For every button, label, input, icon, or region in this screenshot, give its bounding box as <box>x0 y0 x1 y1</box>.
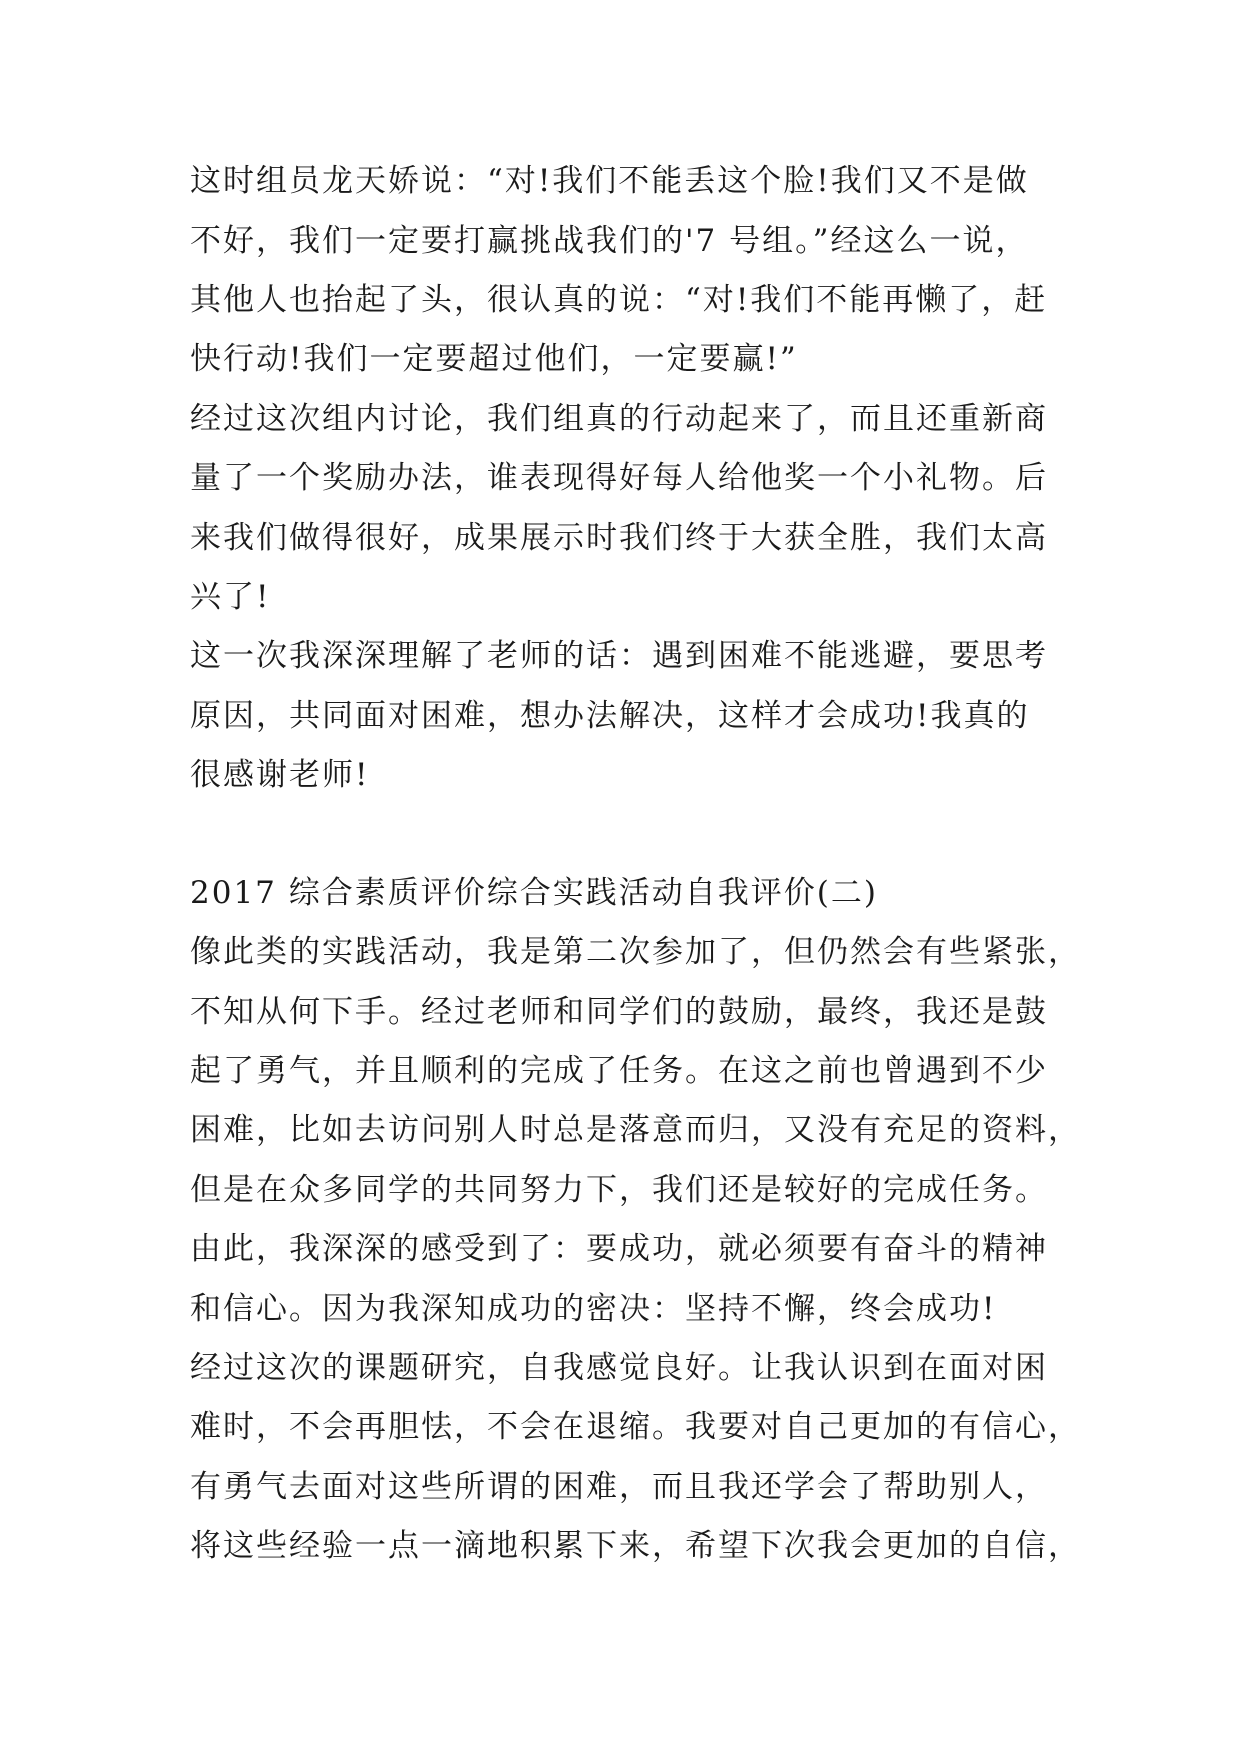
paragraph-line: 将这些经验一点一滴地积累下来，希望下次我会更加的自信， <box>190 1528 1081 1564</box>
paragraph-line: 像此类的实践活动，我是第二次参加了，但仍然会有些紧张， <box>190 934 1081 970</box>
paragraph-line: 经过这次组内讨论，我们组真的行动起来了，而且还重新商 <box>190 401 1048 437</box>
paragraph-line: 这一次我深深理解了老师的话：遇到困难不能逃避，要思考 <box>190 638 1048 674</box>
paragraph-line: 和信心。因为我深知成功的密决：坚持不懈，终会成功! <box>190 1291 997 1327</box>
paragraph-line: 很感谢老师! <box>190 757 370 793</box>
paragraph-line: 不知从何下手。经过老师和同学们的鼓励，最终，我还是鼓 <box>190 994 1048 1030</box>
paragraph-line: 量了一个奖励办法，谁表现得好每人给他奖一个小礼物。后 <box>190 460 1048 496</box>
paragraph-line: 其他人也抬起了头，很认真的说：“对!我们不能再懒了，赶 <box>190 282 1048 318</box>
paragraph-line: 有勇气去面对这些所谓的困难，而且我还学会了帮助别人， <box>190 1469 1048 1505</box>
paragraph-line: 快行动!我们一定要超过他们，一定要赢!” <box>190 341 798 377</box>
paragraph-line: 来我们做得很好，成果展示时我们终于大获全胜，我们太高 <box>190 520 1048 556</box>
paragraph-line: 困难，比如去访问别人时总是落意而归，又没有充足的资料， <box>190 1112 1081 1148</box>
paragraph-line: 经过这次的课题研究，自我感觉良好。让我认识到在面对困 <box>190 1350 1048 1386</box>
paragraph-line: 这时组员龙天娇说：“对!我们不能丢这个脸!我们又不是做 <box>190 163 1029 199</box>
section-heading: 2017 综合素质评价综合实践活动自我评价(二) <box>190 875 878 911</box>
paragraph-line: 兴了! <box>190 579 271 615</box>
paragraph-line: 原因，共同面对困难，想办法解决，这样才会成功!我真的 <box>190 698 1030 734</box>
paragraph-line: 难时，不会再胆怯，不会在退缩。我要对自己更加的有信心， <box>190 1409 1081 1445</box>
paragraph-line: 由此，我深深的感受到了：要成功，就必须要有奋斗的精神 <box>190 1231 1048 1267</box>
paragraph-line: 不好，我们一定要打赢挑战我们的'7 号组。”经这么一说， <box>190 223 1029 259</box>
paragraph-line: 但是在众多同学的共同努力下，我们还是较好的完成任务。 <box>190 1172 1048 1208</box>
paragraph-line: 起了勇气，并且顺利的完成了任务。在这之前也曾遇到不少 <box>190 1053 1048 1089</box>
